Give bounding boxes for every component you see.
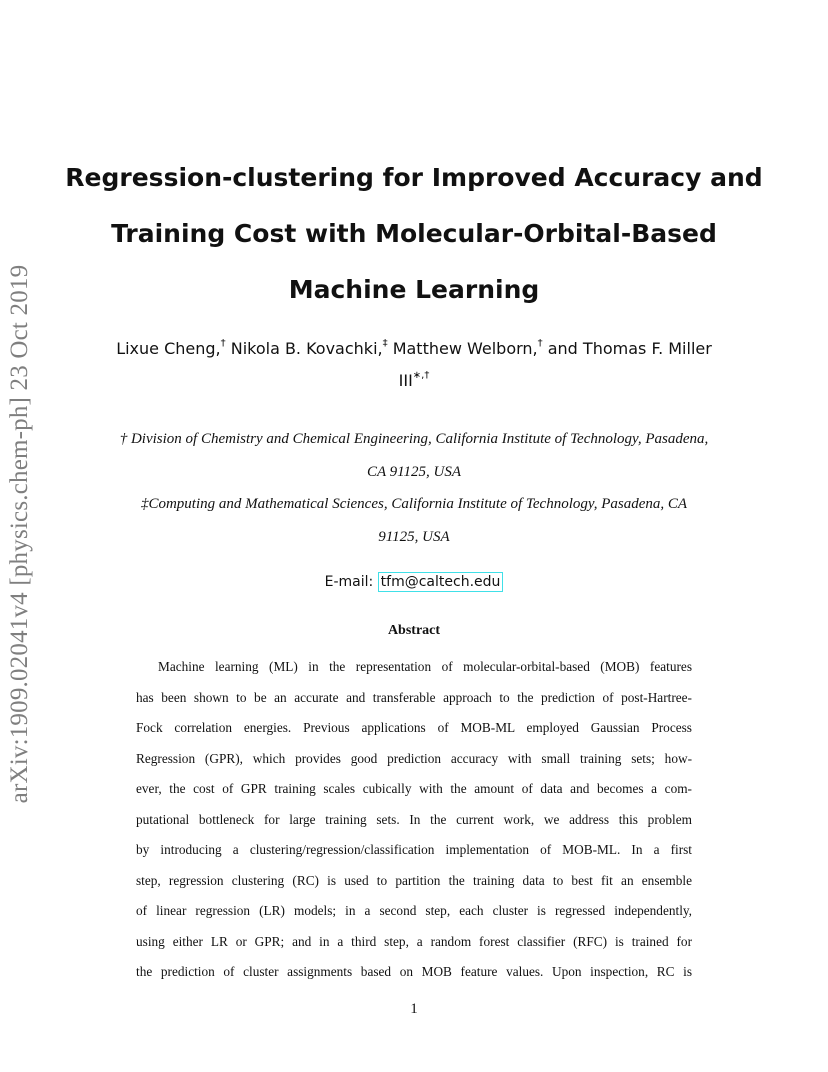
- abstract-line: putational bottleneck for large training sets. In the current work, we address this problem: [136, 811, 692, 827]
- affiliation-line: † Division of Chemistry and Chemical Engineering, California Institute of Technology, Pasadena,: [119, 431, 709, 447]
- author-line-2: [60, 365, 768, 397]
- affiliations: [60, 423, 768, 553]
- author-name: and Thomas F. Miller: [547, 339, 712, 358]
- author-name: Nikola B. Kovachki,: [230, 339, 383, 358]
- author-name: Matthew Welborn,: [392, 339, 538, 358]
- affiliation-line: ‡Computing and Mathematical Sciences, California Institute of Technology, Pasadena, CA: [140, 496, 688, 512]
- author-line-1: [60, 333, 768, 365]
- abstract-line: using either LR or GPR; and in a third step, a random forest classifier (RFC) is trained for: [136, 933, 692, 949]
- email-label: E-mail:: [324, 574, 374, 590]
- author-name: III: [398, 371, 413, 390]
- abstract-line: the prediction of cluster assignments based on MOB feature values. Upon inspection, RC is: [136, 964, 692, 979]
- page-number: 1: [410, 1001, 418, 1017]
- affiliation-mark: †: [220, 337, 226, 349]
- abstract-line: by introducing a clustering/regression/classification implementation of MOB-ML. In a first: [136, 842, 692, 857]
- abstract-line: Fock correlation energies. Previous applications of MOB-ML employed Gaussian Process: [136, 720, 692, 735]
- author-list: [60, 333, 768, 397]
- author-name: Lixue Cheng,: [116, 339, 221, 358]
- arxiv-identifier: arXiv:1909.02041v4 [physics.chem-ph] 23 Oct 2019: [6, 264, 33, 804]
- affiliation-line: 91125, USA: [378, 528, 450, 545]
- abstract-line: of linear regression (LR) models; in a second step, each cluster is regressed independently,: [136, 903, 692, 918]
- paper-title: [60, 150, 768, 318]
- abstract-line: Regression (GPR), which provides good prediction accuracy with small training sets; how-: [136, 750, 692, 766]
- abstract-line: step, regression clustering (RC) is used to partition the training data to best fit an ensemble: [136, 872, 692, 888]
- abstract-heading: Abstract: [387, 623, 441, 638]
- abstract-line: has been shown to be an accurate and transferable approach to the prediction of post-Hartree-: [136, 689, 692, 705]
- affiliation-mark: †: [537, 337, 543, 349]
- affiliation-mark: ∗,†: [412, 369, 430, 381]
- affiliation-mark: ‡: [382, 337, 388, 349]
- email-link[interactable]: tfm@caltech.edu: [378, 572, 504, 592]
- contact-email: [0, 570, 828, 594]
- title-line-3: Machine Learning: [288, 275, 540, 304]
- affiliation-line: CA 91125, USA: [366, 463, 462, 480]
- abstract-body: [136, 652, 692, 988]
- title-line-2: Training Cost with Molecular-Orbital-Based: [111, 219, 717, 248]
- title-line-1: Regression-clustering for Improved Accuracy and: [65, 163, 763, 192]
- abstract-line: Machine learning (ML) in the representation of molecular-orbital-based (MOB) features: [158, 659, 692, 674]
- abstract-line: ever, the cost of GPR training scales cubically with the amount of data and becomes a com-: [136, 781, 692, 796]
